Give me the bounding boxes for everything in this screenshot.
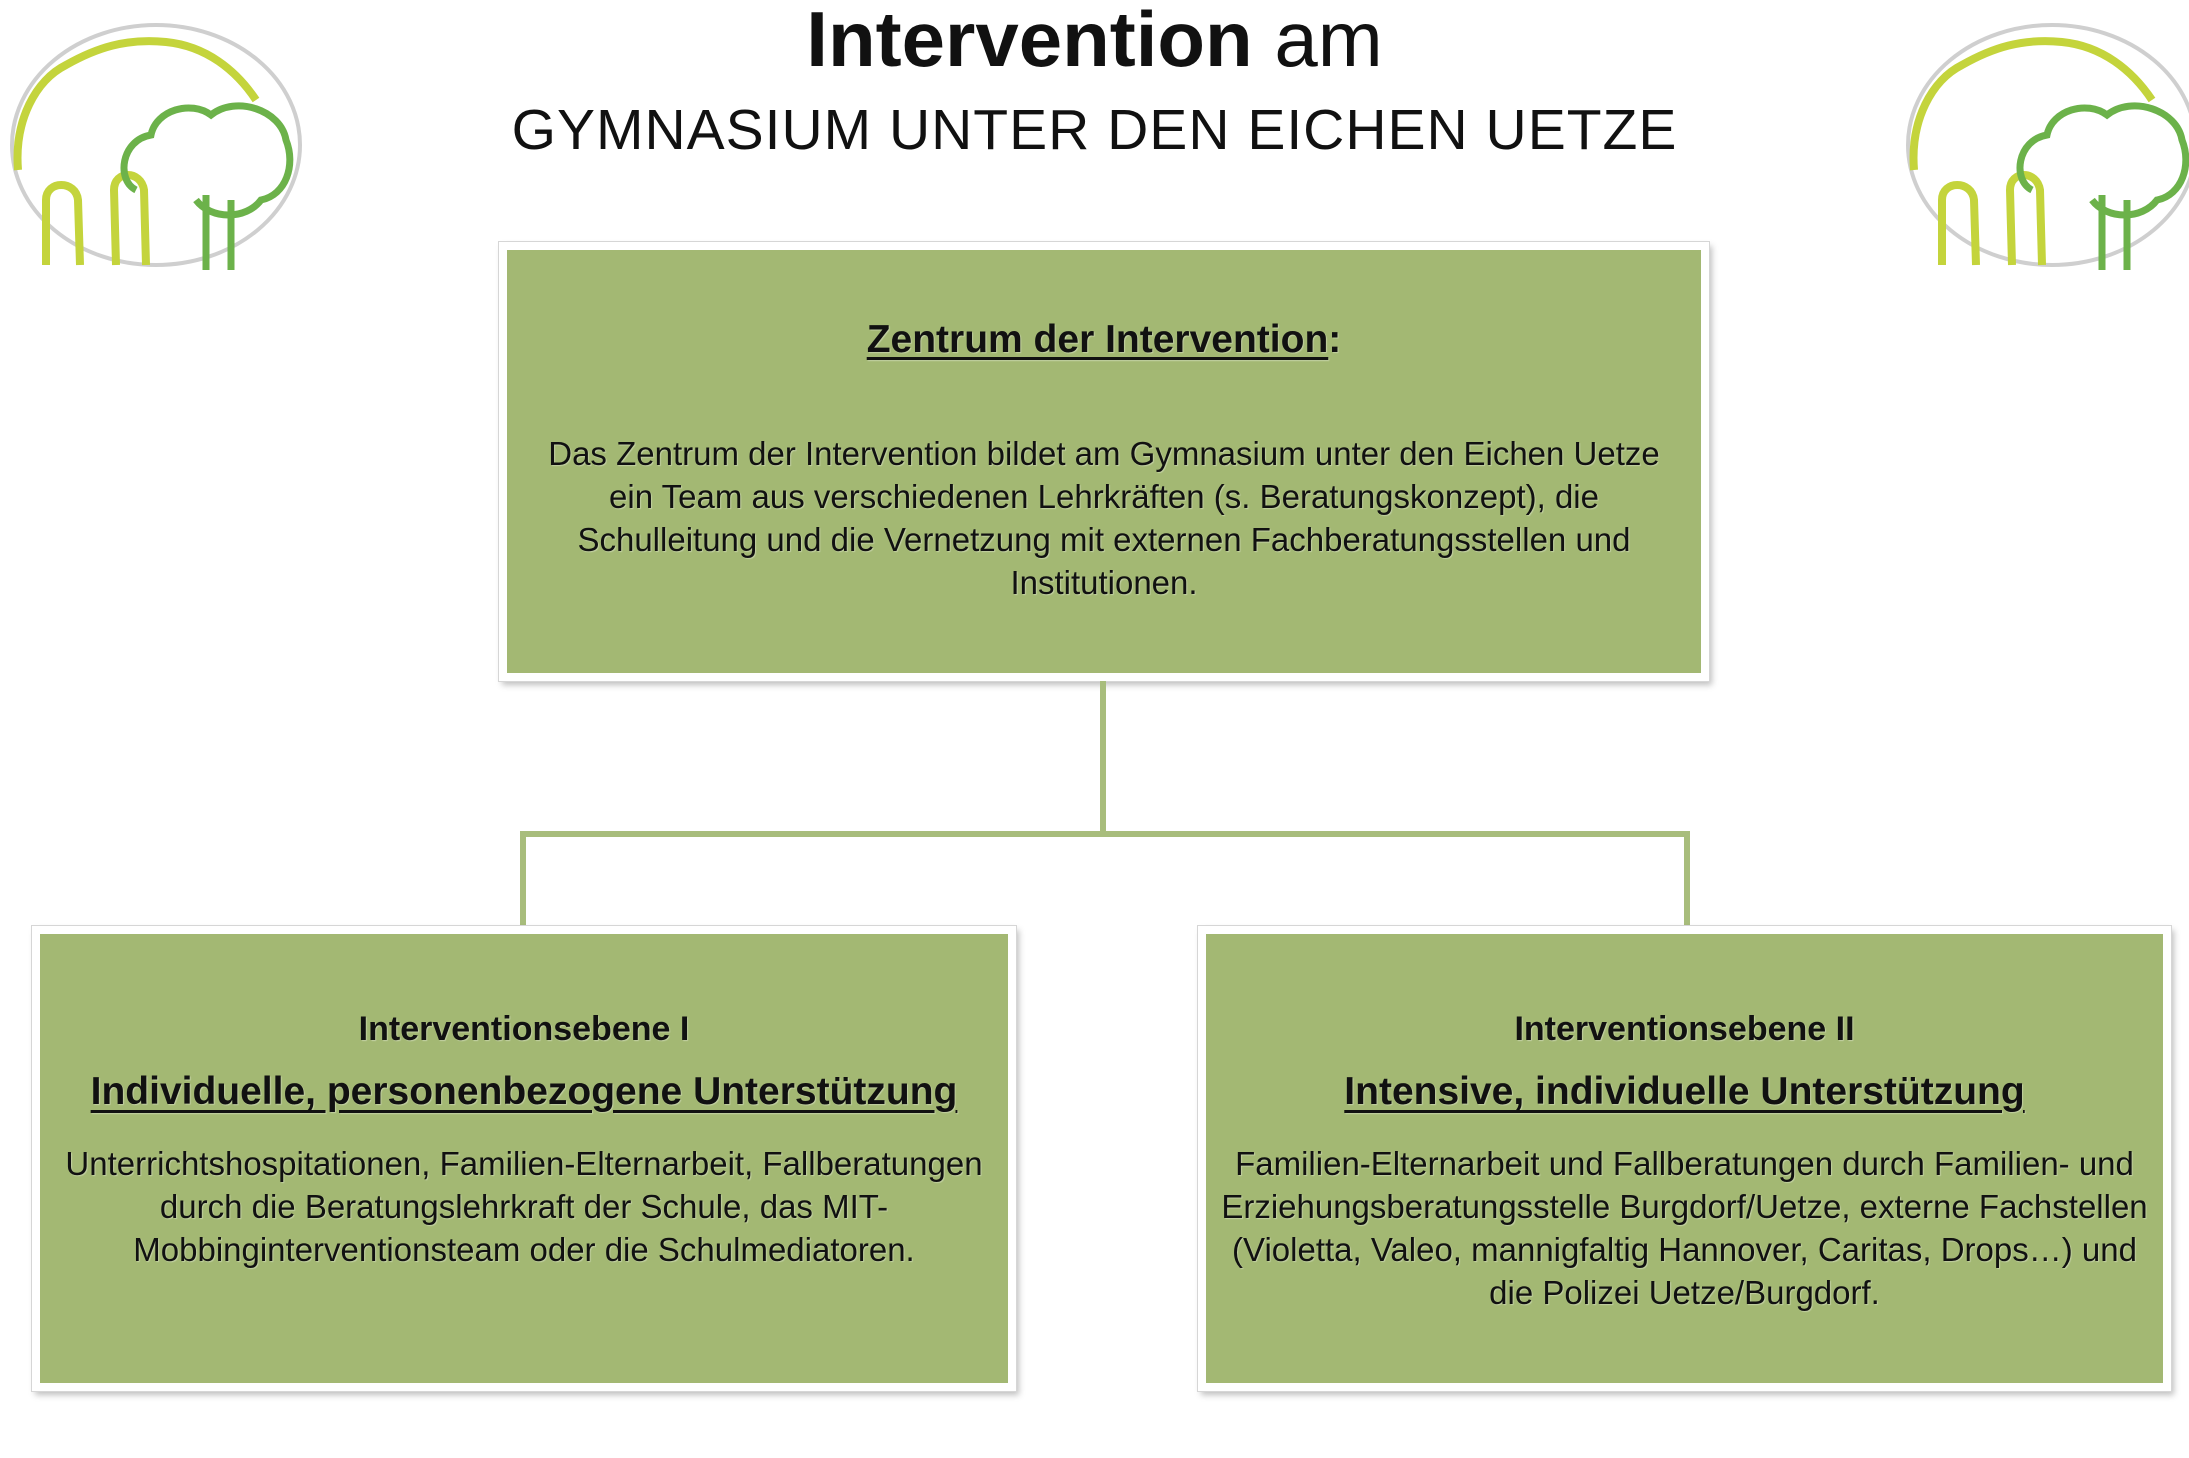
level-two-text: Familien-Elternarbeit und Fallberatungen durch Familien- und Erziehungsberatungsstelle Burgdorf/Uetze, externe Fachstellen (Violetta, Valeo, mannigfaltig Hannover, Caritas, Drops…) und die Polizei Uetze/Burgdorf. xyxy=(1221,1145,2148,1311)
connector-horizontal xyxy=(520,831,1690,837)
level-two-title: Interventionsebene II xyxy=(1514,1010,1855,1048)
page-title-bold: Intervention xyxy=(806,0,1253,83)
tree-logo-icon xyxy=(1902,20,2189,270)
center-box-heading xyxy=(507,318,1701,362)
page-title xyxy=(0,0,2189,84)
level-one-subtitle: Individuelle, personenbezogene Unterstützung xyxy=(90,1070,958,1113)
connector-vertical-center xyxy=(1100,681,1106,831)
level-two-box xyxy=(1198,926,2171,1391)
level-one-title: Interventionsebene I xyxy=(358,1010,690,1048)
connector-vertical-right xyxy=(1684,831,1690,926)
center-box-heading-text: Zentrum der Intervention xyxy=(866,318,1329,361)
center-box-heading-colon: : xyxy=(1328,318,1342,361)
page-subtitle: GYMNASIUM UNTER DEN EICHEN UETZE xyxy=(511,98,1678,162)
level-one-text: Unterrichtshospitationen, Familien-Elternarbeit, Fallberatungen durch die Beratungslehrkraft der Schule, das MIT-Mobbinginterventionsteam oder die Schulmediatoren. xyxy=(65,1145,983,1268)
center-box xyxy=(499,242,1709,681)
tree-logo-icon xyxy=(6,20,306,270)
center-box-text: Das Zentrum der Intervention bildet am Gymnasium unter den Eichen Uetze ein Team aus verschiedenen Lehrkräften (s. Beratungskonzept), die Schulleitung und die Vernetzung mit externen Fachberatungsstellen und Institutionen. xyxy=(548,435,1660,601)
level-one-box xyxy=(32,926,1016,1391)
page-title-rest: am xyxy=(1252,0,1383,83)
connector-vertical-left xyxy=(520,831,526,926)
level-two-subtitle: Intensive, individuelle Unterstützung xyxy=(1344,1070,2025,1113)
